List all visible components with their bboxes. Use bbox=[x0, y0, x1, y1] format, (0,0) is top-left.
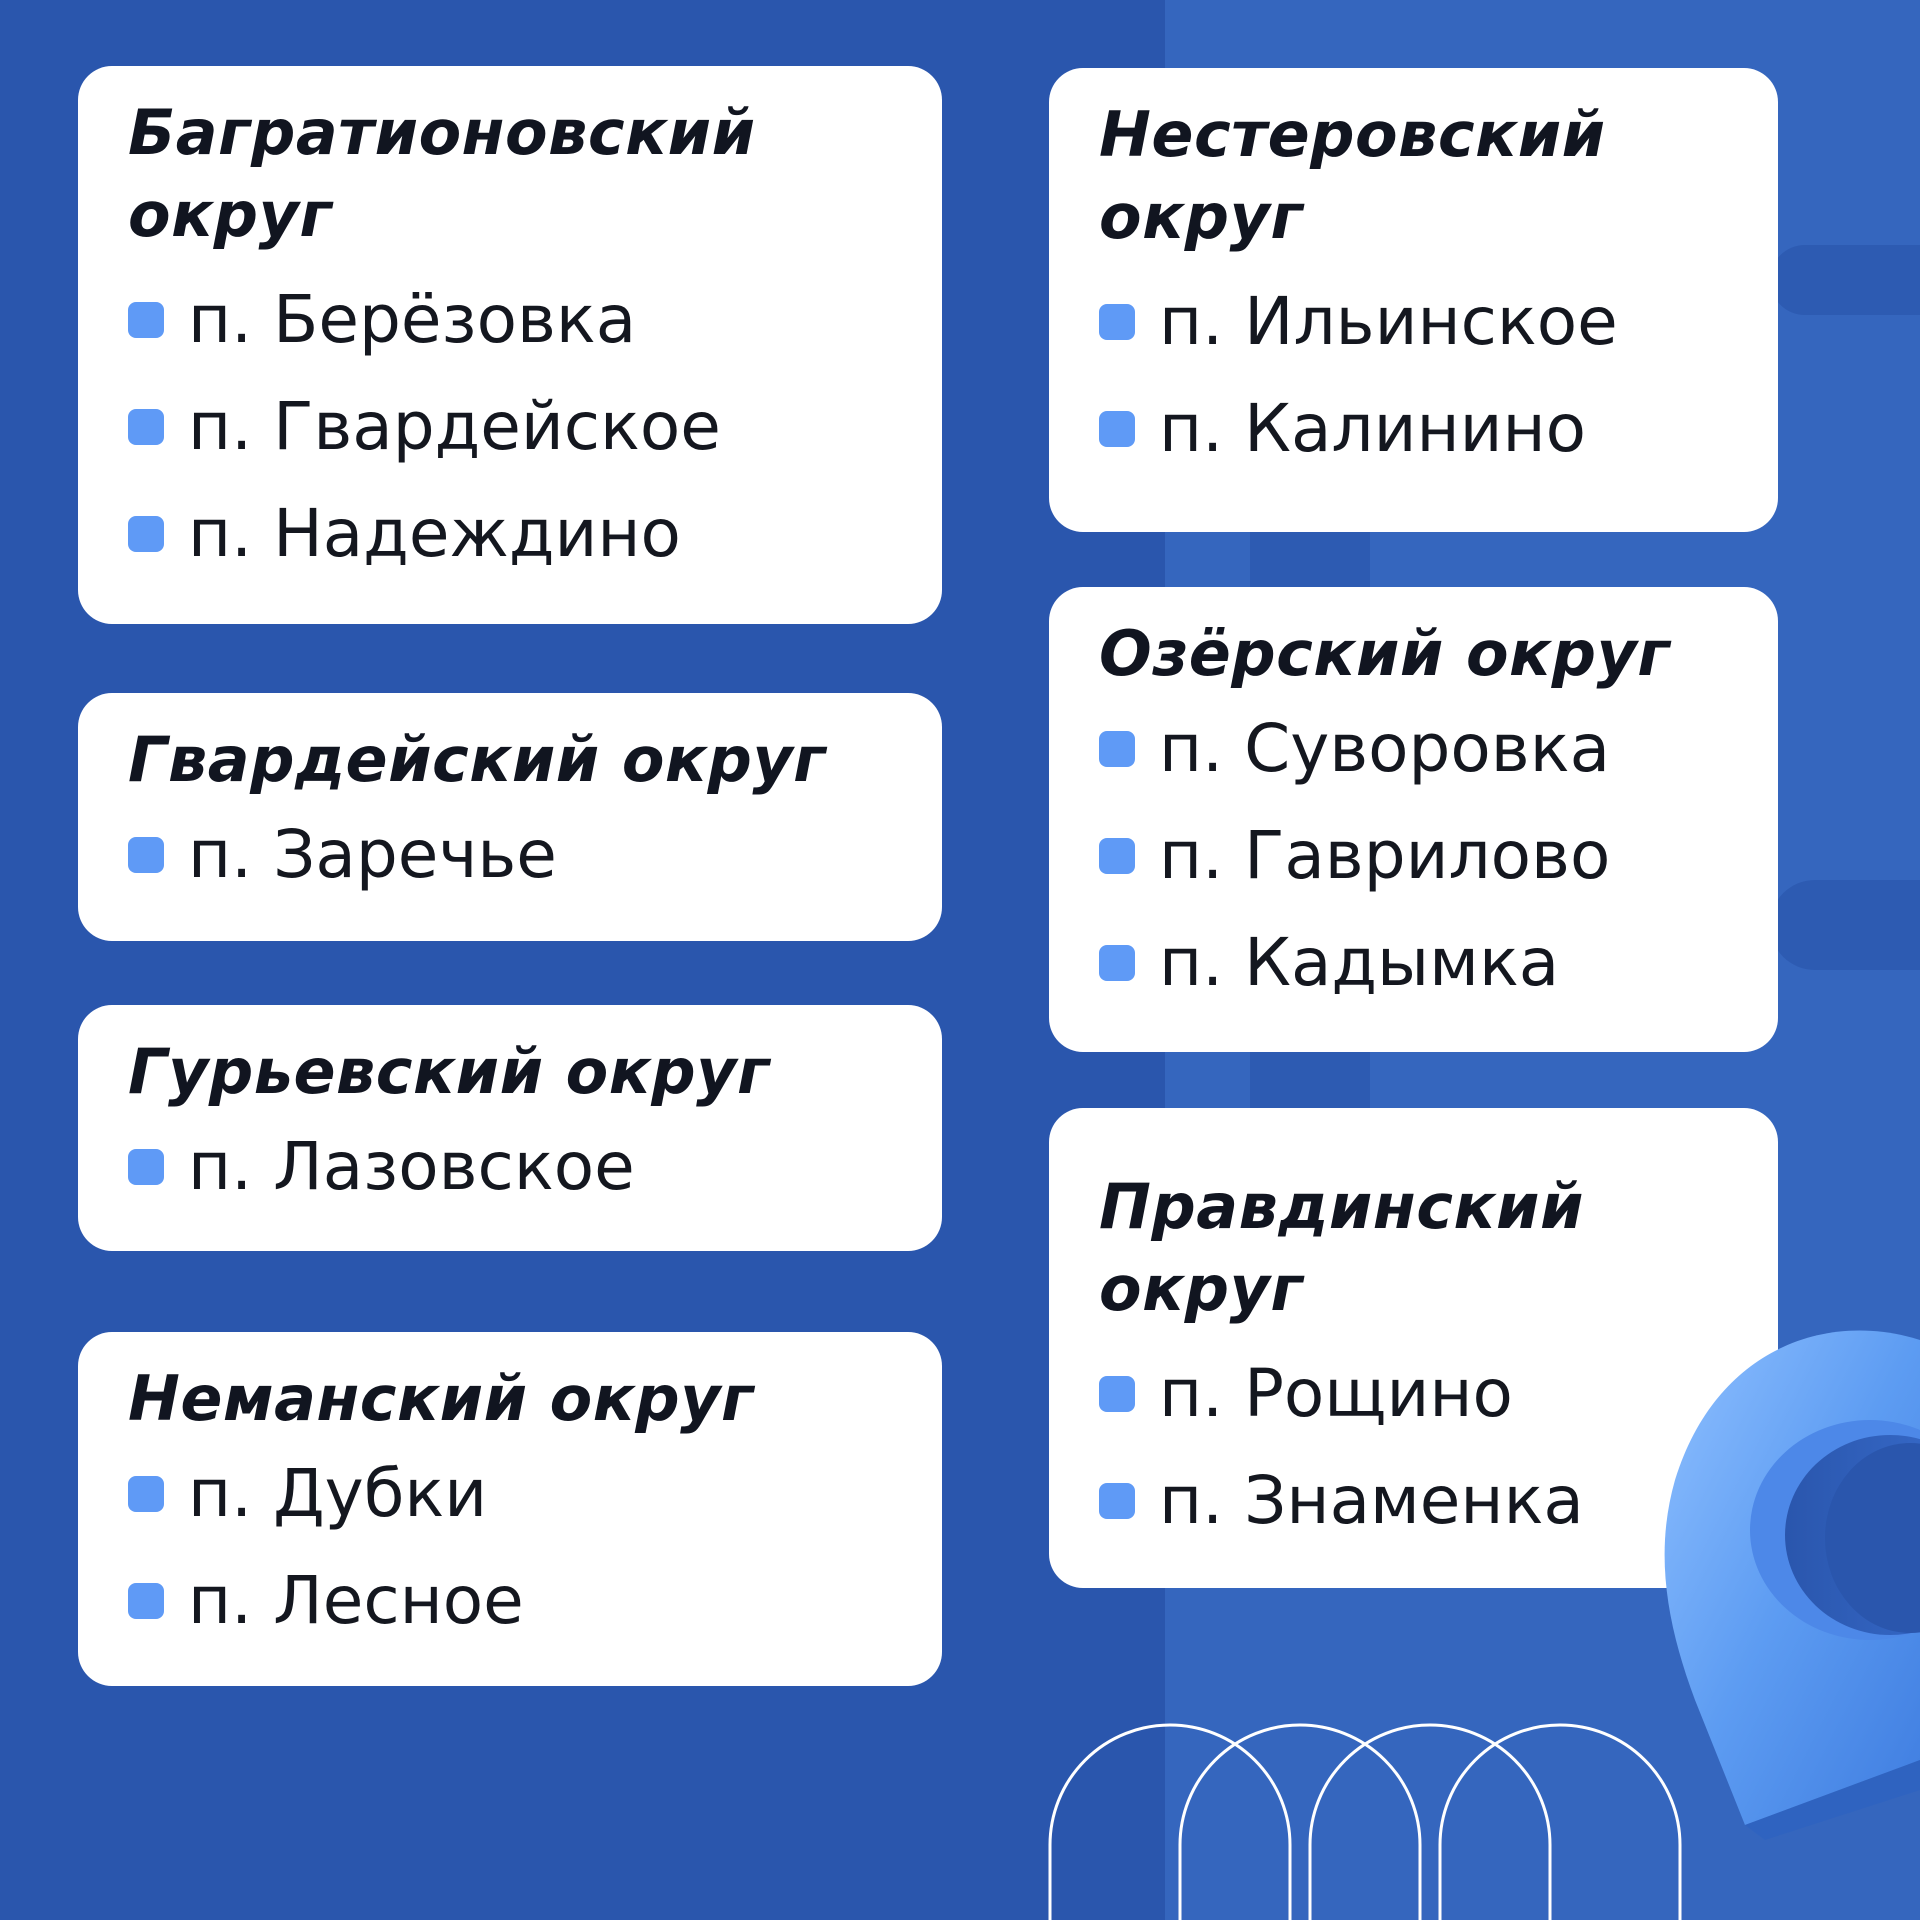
place-name: п. Гаврилово bbox=[1159, 817, 1611, 894]
district-title: Озёрский округ bbox=[1099, 617, 1671, 690]
bullet-square-icon bbox=[1099, 945, 1135, 981]
district-title: Неманский округ bbox=[128, 1362, 754, 1435]
place-name: п. Гвардейское bbox=[188, 388, 721, 465]
district-card-gvardeisky bbox=[78, 693, 942, 941]
list-item bbox=[128, 266, 902, 373]
bullet-square-icon bbox=[1099, 1376, 1135, 1412]
place-name: п. Берёзовка bbox=[188, 281, 637, 358]
list-item bbox=[128, 480, 902, 587]
bullet-square-icon bbox=[128, 1476, 164, 1512]
place-name: п. Знаменка bbox=[1159, 1462, 1584, 1539]
bullet-square-icon bbox=[128, 302, 164, 338]
place-name: п. Дубки bbox=[188, 1455, 488, 1532]
place-list bbox=[128, 1113, 902, 1220]
list-item bbox=[1099, 268, 1738, 375]
district-card-nemansky bbox=[78, 1332, 942, 1686]
list-item bbox=[128, 373, 902, 480]
place-name: п. Лазовское bbox=[188, 1128, 635, 1205]
place-name: п. Надеждино bbox=[188, 495, 681, 572]
place-name: п. Заречье bbox=[188, 816, 557, 893]
district-card-ozersky bbox=[1049, 587, 1778, 1052]
list-item bbox=[1099, 802, 1738, 909]
list-item bbox=[128, 801, 902, 908]
list-item bbox=[128, 1547, 902, 1654]
arches-decoration-icon bbox=[1040, 1715, 1700, 1920]
district-card-bagrationovsky bbox=[78, 66, 942, 624]
list-item bbox=[1099, 695, 1738, 802]
district-card-nesterovsky bbox=[1049, 68, 1778, 532]
list-item bbox=[1099, 909, 1738, 1016]
place-name: п. Суворовка bbox=[1159, 710, 1611, 787]
place-name: п. Рощино bbox=[1159, 1355, 1513, 1432]
district-card-guryevsky bbox=[78, 1005, 942, 1251]
bullet-square-icon bbox=[128, 837, 164, 873]
district-title: Правдинский округ bbox=[1099, 1170, 1584, 1325]
district-title: Нестеровский округ bbox=[1099, 98, 1606, 253]
place-list bbox=[128, 801, 902, 908]
list-item bbox=[128, 1113, 902, 1220]
bullet-square-icon bbox=[1099, 731, 1135, 767]
place-list bbox=[1099, 1340, 1738, 1554]
place-list bbox=[128, 1440, 902, 1654]
place-name: п. Кадымка bbox=[1159, 924, 1560, 1001]
bullet-square-icon bbox=[128, 1583, 164, 1619]
map-pin-icon bbox=[1655, 1320, 1920, 1840]
bullet-square-icon bbox=[1099, 1483, 1135, 1519]
district-title: Гвардейский округ bbox=[128, 723, 827, 796]
place-name: п. Ильинское bbox=[1159, 283, 1618, 360]
bullet-square-icon bbox=[1099, 304, 1135, 340]
place-list bbox=[1099, 268, 1738, 482]
place-name: п. Лесное bbox=[188, 1562, 524, 1639]
bullet-square-icon bbox=[1099, 838, 1135, 874]
list-item bbox=[1099, 1447, 1738, 1554]
list-item bbox=[128, 1440, 902, 1547]
list-item bbox=[1099, 1340, 1738, 1447]
district-title: Гурьевский округ bbox=[128, 1035, 770, 1108]
district-title: Багратионовский округ bbox=[128, 96, 756, 251]
place-list bbox=[1099, 695, 1738, 1016]
place-list bbox=[128, 266, 902, 587]
place-name: п. Калинино bbox=[1159, 390, 1587, 467]
bullet-square-icon bbox=[1099, 411, 1135, 447]
list-item bbox=[1099, 375, 1738, 482]
bullet-square-icon bbox=[128, 409, 164, 445]
bullet-square-icon bbox=[128, 1149, 164, 1185]
bullet-square-icon bbox=[128, 516, 164, 552]
